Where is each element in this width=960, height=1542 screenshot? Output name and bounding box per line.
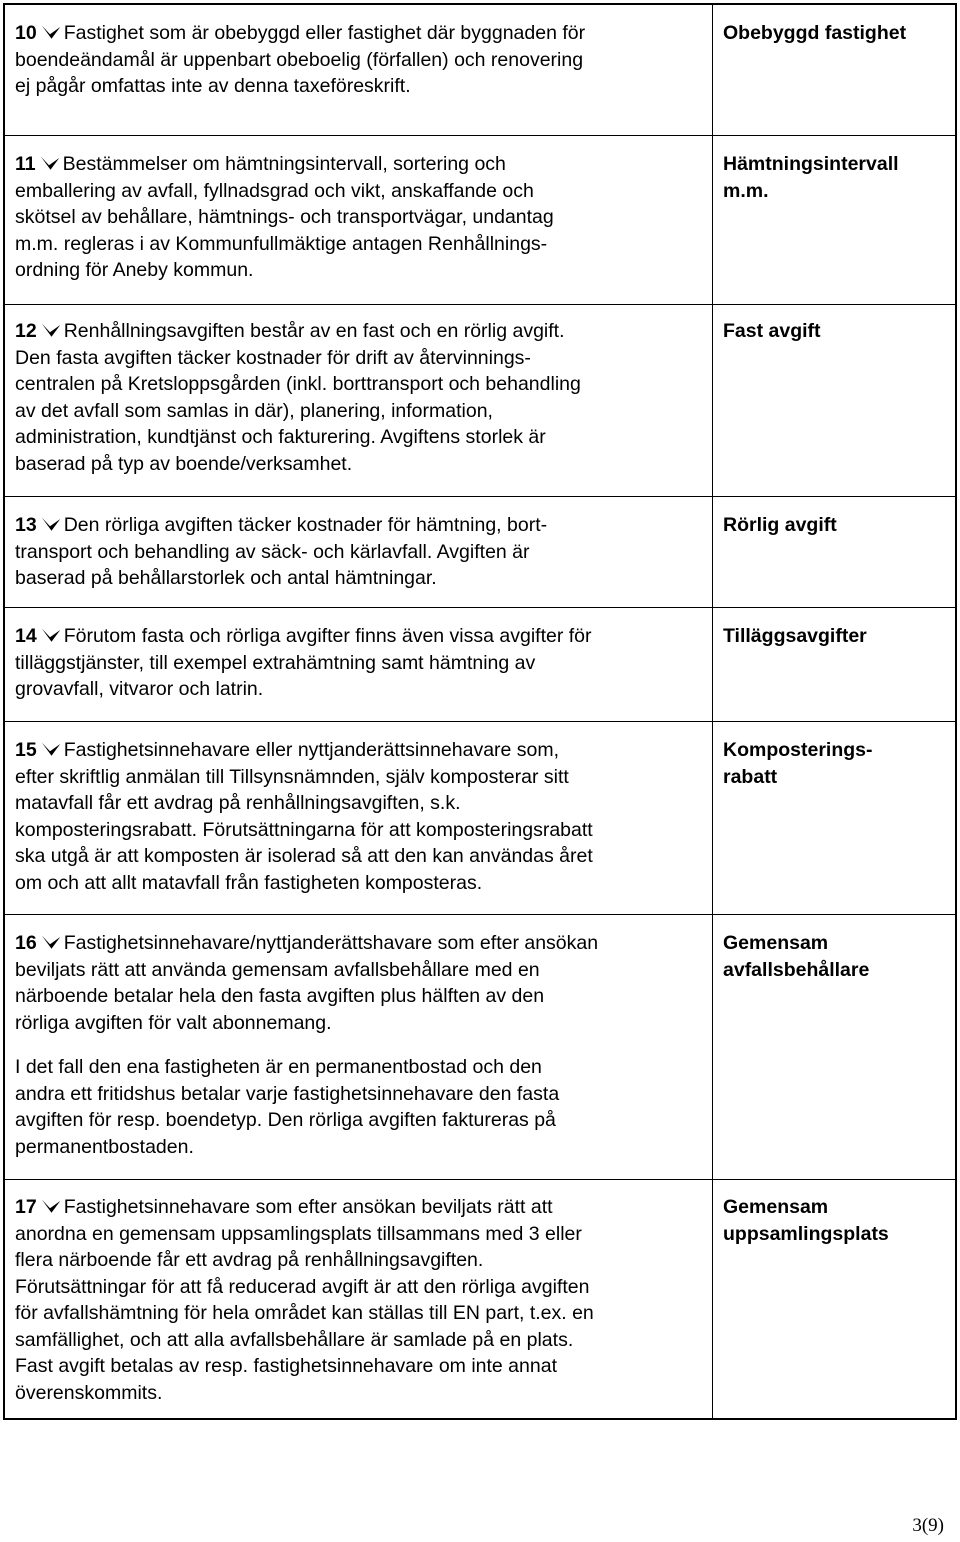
section-heading — [723, 1194, 953, 1247]
heading-line: rabatt — [723, 765, 778, 788]
text-line: transport och behandling av säck- och kärlavfall. Avgiften är — [15, 540, 530, 563]
section-heading — [723, 623, 953, 650]
section-marker-icon — [41, 931, 61, 953]
text-line: I det fall den ena fastigheten är en permanentbostad och den — [15, 1056, 542, 1078]
text-line: andra ett fritidshus betalar varje fastighetsinnehavare den fasta — [15, 1082, 560, 1105]
text-line: Förutsättningar för att få reducerad avgift är att den rörliga avgiften — [15, 1275, 590, 1298]
text-line — [15, 318, 705, 345]
body-paragraph — [15, 1054, 705, 1160]
section-marker-icon — [41, 319, 61, 341]
section-number: 12 — [15, 320, 37, 342]
body-paragraph — [15, 512, 705, 592]
text-line: Den fasta avgiften täcker kostnader för drift av återvinnings- — [15, 346, 531, 369]
section-marker-icon — [40, 152, 60, 174]
heading-line: Tilläggsavgifter — [723, 625, 867, 647]
line-text: Fastighet som är obebyggd eller fastighet där byggnaden för — [63, 22, 586, 44]
regulation-table — [3, 3, 957, 1420]
text-line — [15, 151, 705, 178]
section-row-13 — [5, 496, 955, 608]
section-marker-icon — [41, 513, 61, 535]
line-text: Förutom fasta och rörliga avgifter finns även vissa avgifter för — [63, 625, 592, 647]
section-number: 14 — [15, 625, 37, 647]
text-line: avgiften för resp. boendetyp. Den rörliga avgiften faktureras på — [15, 1109, 556, 1131]
section-number: 15 — [15, 739, 37, 761]
section-heading — [723, 512, 953, 539]
text-line: rörliga avgiften för valt abonnemang. — [15, 1011, 332, 1034]
text-line — [15, 1194, 705, 1221]
text-line: permanentbostaden. — [15, 1135, 194, 1158]
text-line: ordning för Aneby kommun. — [15, 259, 254, 281]
section-body — [15, 1194, 705, 1406]
section-heading — [723, 737, 953, 790]
text-line: matavfall får ett avdrag på renhållningsavgiften, s.k. — [15, 792, 461, 814]
text-line: ska utgå är att komposten är isolerad så att den kan användas året — [15, 845, 593, 867]
page-number: 3(9) — [912, 1515, 944, 1536]
text-line: centralen på Kretsloppsgården (inkl. borttransport och behandling — [15, 373, 581, 395]
body-paragraph — [15, 1194, 705, 1406]
section-body — [15, 930, 705, 1160]
text-line: grovavfall, vitvaror och latrin. — [15, 678, 264, 700]
heading-line: Gemensam — [723, 932, 829, 954]
section-heading — [723, 151, 953, 204]
text-line: anordna en gemensam uppsamlingsplats tillsammans med 3 eller — [15, 1222, 582, 1245]
section-body — [15, 512, 705, 592]
text-line: boendeändamål är uppenbart obeboelig (förfallen) och renovering — [15, 48, 584, 71]
section-number: 11 — [15, 153, 36, 175]
section-row-12 — [5, 304, 955, 497]
section-heading — [723, 20, 953, 47]
text-line: administration, kundtjänst och fakturering. Avgiftens storlek är — [15, 426, 546, 448]
line-text: Renhållningsavgiften består av en fast och en rörlig avgift. — [63, 320, 565, 342]
section-body — [15, 623, 705, 703]
section-number: 10 — [15, 22, 37, 44]
text-line: om och att allt matavfall från fastigheten komposteras. — [15, 871, 483, 894]
section-body — [15, 318, 705, 477]
section-body — [15, 20, 705, 100]
text-line: ej pågår omfattas inte av denna taxeföreskrift. — [15, 75, 411, 97]
heading-line: avfallsbehållare — [723, 958, 870, 981]
body-paragraph — [15, 318, 705, 477]
line-text: Fastighetsinnehavare som efter ansökan beviljats rätt att — [63, 1196, 553, 1218]
text-line: skötsel av behållare, hämtnings- och transportvägar, undantag — [15, 206, 554, 228]
section-body — [15, 737, 705, 896]
text-line: närboende betalar hela den fasta avgiften plus hälften av den — [15, 985, 545, 1007]
line-text: Den rörliga avgiften täcker kostnader för hämtning, bort- — [63, 514, 548, 536]
text-line: baserad på typ av boende/verksamhet. — [15, 452, 353, 475]
section-marker-icon — [41, 1195, 61, 1217]
section-row-17 — [5, 1179, 955, 1423]
heading-line: Hämtningsintervall — [723, 153, 899, 175]
section-row-14 — [5, 607, 955, 722]
text-line: överenskommits. — [15, 1381, 163, 1404]
heading-line: Rörlig avgift — [723, 514, 837, 536]
body-paragraph — [15, 930, 705, 1036]
text-line: komposteringsrabatt. Förutsättningarna för att komposteringsrabatt — [15, 818, 593, 841]
section-number: 17 — [15, 1196, 37, 1218]
section-row-11 — [5, 135, 955, 305]
line-text: Fastighetsinnehavare eller nyttjanderättsinnehavare som, — [63, 739, 560, 761]
text-line — [15, 930, 705, 957]
heading-line: Komposterings- — [723, 739, 873, 761]
text-line: beviljats rätt att använda gemensam avfallsbehållare med en — [15, 958, 540, 981]
text-line: efter skriftlig anmälan till Tillsynsnämnden, själv komposterar sitt — [15, 765, 569, 788]
section-marker-icon — [41, 624, 61, 646]
line-text: Bestämmelser om hämtningsintervall, sortering och — [62, 153, 506, 175]
text-line: flera närboende får ett avdrag på renhållningsavgiften. — [15, 1249, 484, 1271]
text-line: Fast avgift betalas av resp. fastighetsinnehavare om inte annat — [15, 1355, 557, 1377]
text-line: m.m. regleras i av Kommunfullmäktige antagen Renhållnings- — [15, 232, 548, 255]
section-heading — [723, 318, 953, 345]
section-number: 13 — [15, 514, 37, 536]
section-number: 16 — [15, 932, 37, 954]
heading-line: Gemensam — [723, 1196, 829, 1218]
section-marker-icon — [41, 21, 61, 43]
text-line — [15, 737, 705, 764]
heading-line: uppsamlingsplats — [723, 1222, 889, 1245]
body-paragraph — [15, 20, 705, 100]
text-line — [15, 623, 705, 650]
heading-line: m.m. — [723, 179, 769, 202]
text-line: samfällighet, och att alla avfallsbehållare är samlade på en plats. — [15, 1328, 574, 1351]
text-line — [15, 512, 705, 539]
body-paragraph — [15, 737, 705, 896]
section-marker-icon — [41, 738, 61, 760]
section-heading — [723, 930, 953, 983]
text-line: tilläggstjänster, till exempel extrahämtning samt hämtning av — [15, 651, 536, 674]
heading-line: Fast avgift — [723, 320, 821, 342]
body-paragraph — [15, 623, 705, 703]
section-body — [15, 151, 705, 284]
text-line — [15, 20, 705, 47]
line-text: Fastighetsinnehavare/nyttjanderättshavare som efter ansökan — [63, 932, 599, 954]
text-line: baserad på behållarstorlek och antal hämtningar. — [15, 567, 437, 589]
heading-line: Obebyggd fastighet — [723, 22, 907, 44]
text-line: av det avfall som samlas in där), planering, information, — [15, 399, 493, 422]
section-row-16 — [5, 914, 955, 1180]
text-line: för avfallshämtning för hela området kan ställas till EN part, t.ex. en — [15, 1302, 594, 1324]
section-row-10 — [5, 5, 955, 135]
body-paragraph — [15, 151, 705, 284]
section-row-15 — [5, 721, 955, 915]
text-line: emballering av avfall, fyllnadsgrad och vikt, anskaffande och — [15, 179, 534, 202]
